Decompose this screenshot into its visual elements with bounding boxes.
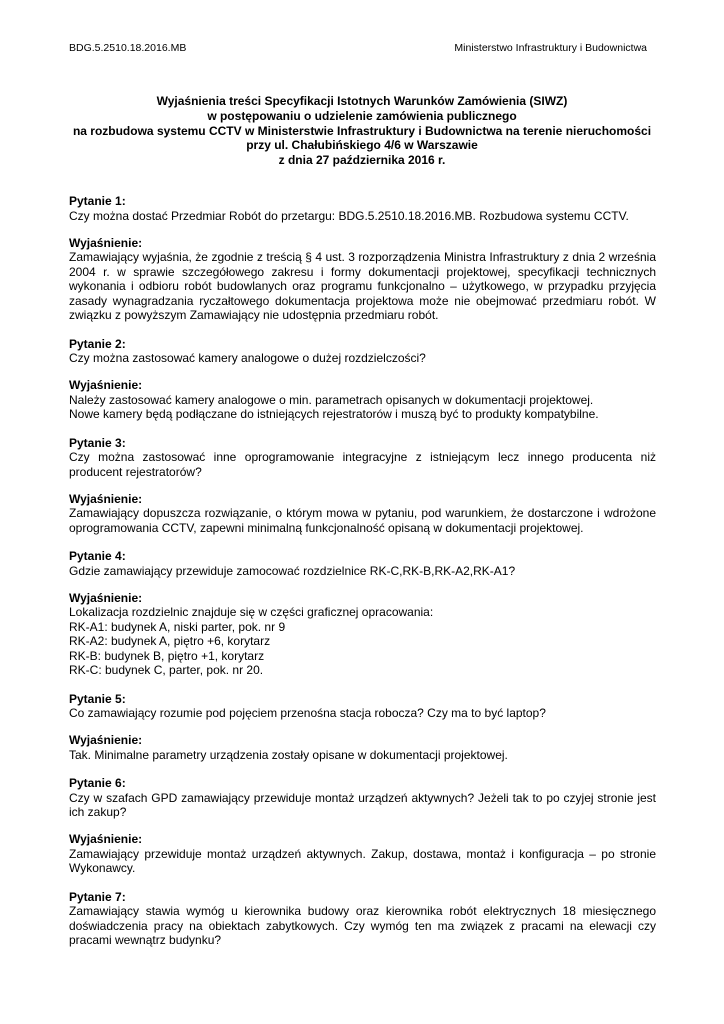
qa-item-5 [69, 692, 656, 763]
title-line: Wyjaśnienia treści Specyfikacji Istotnych Warunków Zamówienia (SIWZ) [156, 94, 568, 108]
question-label: Pytanie 7: [69, 889, 126, 904]
document-body [69, 194, 656, 948]
question-text: Czy można zastosować kamery analogowe o dużej rozdzielczości? [69, 351, 426, 365]
answer-line: RK-A2: budynek A, piętro +6, korytarz [69, 634, 271, 648]
answer-text: Zamawiający dopuszcza rozwiązanie, o którym mowa w pytaniu, pod warunkiem, że dostarczone i wdrożone oprogramowania CCTV, zapewni minimalną funkcjonalność opisaną w dokumentacji projektowej. [69, 506, 656, 535]
answer-label: Wyjaśnienie: [69, 590, 143, 605]
answer-text: Tak. Minimalne parametry urządzenia zostały opisane w dokumentacji projektowej. [69, 747, 508, 762]
title-line: na rozbudowa systemu CCTV w Ministerstwie Infrastruktury i Budownictwa na terenie nieruchomości [72, 123, 652, 138]
answer-text: Zamawiający wyjaśnia, że zgodnie z treścią § 4 ust. 3 rozporządzenia Ministra Infrastruktury z dnia 2 września 2004 r. w sprawie szczegółowego zakresu i formy dokumentacji projektowej, specyfikacji technicznych wykonania i odbioru robót budowlanych oraz programu funkcjonalno – użytkowego, w przypadku przyjęcia zasady wynagradzania ryczałtowego dokumentacja projektowa może nie obejmować przedmiaru robót. W związku z powyższym Zamawiający nie udostępnia przedmiaru robót. [69, 250, 656, 322]
answer-line: RK-B: budynek B, piętro +1, korytarz [69, 648, 265, 663]
question-label: Pytanie 6: [69, 776, 126, 790]
question-text: Czy w szafach GPD zamawiający przewiduje montaż urządzeń aktywnych? Jeżeli tak to po czyjej stronie jest ich zakup? [69, 790, 656, 819]
answer-text: Zamawiający przewiduje montaż urządzeń aktywnych. Zakup, dostawa, montaż i konfiguracja – po stronie Wykonawcy. [69, 846, 656, 875]
qa-item-3 [69, 436, 656, 536]
title-line: przy ul. Chałubińskiego 4/6 w Warszawie [246, 138, 478, 153]
answer-line: Lokalizacja rozdzielnic znajduje się w części graficznej opracowania: [69, 605, 434, 619]
answer-label: Wyjaśnienie: [69, 378, 143, 392]
title-line: w postępowaniu o udzielenie zamówienia publicznego [207, 108, 517, 123]
qa-item-1 [69, 194, 656, 323]
ministry-name: Ministerstwo Infrastruktury i Budownictwa [454, 42, 647, 54]
question-text: Czy można dostać Przedmiar Robót do przetargu: BDG.5.2510.18.2016.MB. Rozbudowa systemu CCTV. [69, 208, 629, 223]
answer-line: RK-A1: budynek A, niski parter, pok. nr 9 [69, 619, 286, 634]
question-label: Pytanie 2: [69, 336, 126, 351]
question-label: Pytanie 5: [69, 691, 126, 706]
document-id: BDG.5.2510.18.2016.MB [69, 42, 187, 54]
answer-label: Wyjaśnienie: [69, 491, 143, 506]
question-text: Co zamawiający rozumie pod pojęciem przenośna stacja robocza? Czy ma to być laptop? [69, 706, 546, 720]
question-text: Zamawiający stawia wymóg u kierownika budowy oraz kierownika robót elektrycznych 18 miesięcznego doświadczenia pracy na obiektach zabytkowych. Czy wymóg ten ma związek z pracami na elewacji czy pracami wewnątrz budynku? [69, 904, 656, 947]
answer-line: Nowe kamery będą podłączane do istniejących rejestratorów i muszą być to produkty kompatybilne. [69, 407, 599, 421]
answer-label: Wyjaśnienie: [69, 235, 143, 250]
question-label: Pytanie 4: [69, 549, 126, 563]
answer-line: RK-C: budynek C, parter, pok. nr 20. [69, 663, 264, 677]
qa-item-7 [69, 890, 656, 948]
answer-label: Wyjaśnienie: [69, 733, 143, 747]
qa-item-6 [69, 776, 656, 876]
question-text: Czy można zastosować inne oprogramowanie integracyjne z istniejącym lecz innego producenta niż producent rejestratorów? [69, 450, 656, 479]
qa-item-4 [69, 549, 656, 678]
document-title [40, 94, 684, 168]
qa-item-2 [69, 337, 656, 422]
title-line: z dnia 27 października 2016 r. [278, 153, 446, 168]
question-label: Pytanie 3: [69, 435, 126, 450]
question-label: Pytanie 1: [69, 194, 126, 208]
answer-label: Wyjaśnienie: [69, 832, 143, 846]
question-text: Gdzie zamawiający przewiduje zamocować rozdzielnice RK-C,RK-B,RK-A2,RK-A1? [69, 563, 516, 578]
answer-line: Należy zastosować kamery analogowe o min. parametrach opisanych w dokumentacji projektowej. [69, 392, 594, 407]
